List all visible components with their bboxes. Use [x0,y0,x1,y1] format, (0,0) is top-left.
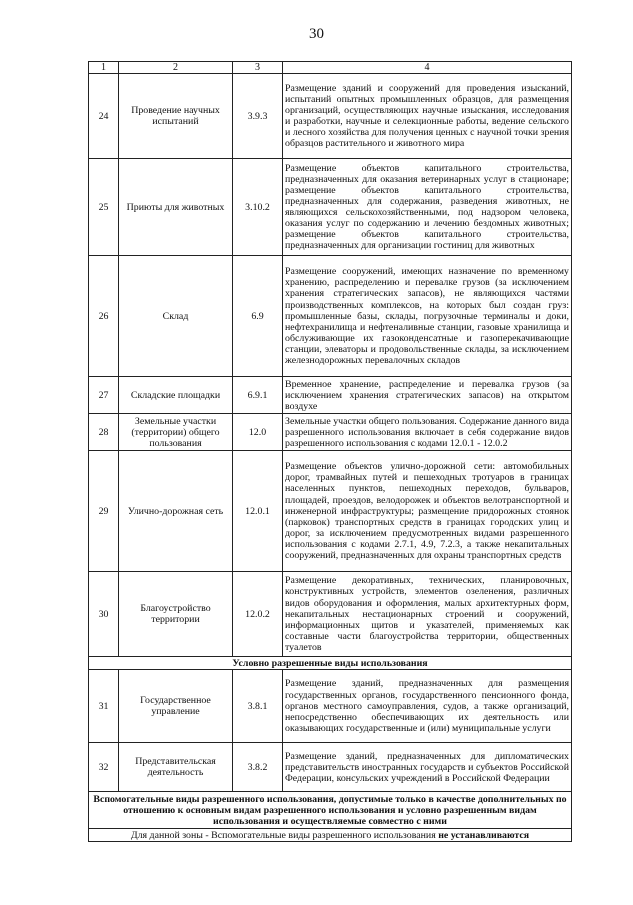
table-row [89,377,572,414]
use-type-description: Размещение объектов капитального строительства, предназначенных для оказания ветеринарных услуг в стационаре; размещение объектов капитального строительства, предназначенных для содержания, разведения животных, не являющихся сельскохозяйственными, под надзором человека, оказания услуг по содержанию и лечению бездомных животных; размещение объектов капитального строительства, предназначенных для организации гостиниц для животных [283,159,572,256]
row-number: 30 [89,572,119,657]
land-use-table [88,61,572,842]
use-type-code: 12.0.1 [233,451,283,572]
use-type-name: Улично-дорожная сеть [119,451,233,572]
table-row [89,256,572,377]
use-type-description: Размещение декоративных, технических, планировочных, конструктивных устройств, элементов озеленения, различных видов оборудования и оформления, малых архитектурных форм, некапитальных нестационарных строений и сооружений, информационных щитов и указателей, применяемых как составные части благоустройства территории, общественных туалетов [283,572,572,657]
table-row [89,159,572,256]
use-type-code: 3.8.1 [233,670,283,743]
use-type-name: Приюты для животных [119,159,233,256]
use-type-description: Размещение сооружений, имеющих назначение по временному хранению, распределению и перевалке грузов (за исключением хранения стратегических запасов), не являющихся частями производственных комплексов, на которых был создан груз: промышленные базы, склады, погрузочные терминалы и доки, нефтехранилища и нефтеналивные станции, газовые хранилища и обслуживающие их газоконденсатные и газоперекачивающие станции, элеваторы и продовольственные склады, за исключением железнодорожных перевалочных складов [283,256,572,377]
use-type-code: 6.9 [233,256,283,377]
row-number: 28 [89,414,119,451]
use-type-code: 12.0.2 [233,572,283,657]
table-row [89,414,572,451]
section-heading-row [89,657,572,670]
table-row [89,743,572,792]
header-col-1: 1 [89,62,119,74]
row-number: 31 [89,670,119,743]
header-col-4: 4 [283,62,572,74]
use-type-name: Склад [119,256,233,377]
row-number: 27 [89,377,119,414]
use-type-description: Земельные участки общего пользования. Содержание данного вида разрешенного использования включает в себя содержание видов разрешенного использования с кодами 12.0.1 - 12.0.2 [283,414,572,451]
row-number: 26 [89,256,119,377]
use-type-description: Размещение зданий, предназначенных для размещения государственных органов, государственного пенсионного фонда, органов местного самоуправления, судов, а также организаций, непосредственно обеспечивающих их деятельность или оказывающих государственные и (или) муниципальные услуги [283,670,572,743]
table-row [89,74,572,159]
table-row [89,572,572,657]
use-type-name: Благоустройство территории [119,572,233,657]
footer-note-emphasis: не устанавливаются [438,829,530,841]
row-number: 24 [89,74,119,159]
table-header-row [89,62,572,74]
use-type-description: Временное хранение, распределение и перевалка грузов (за исключением хранения стратегических запасов) на открытом воздухе [283,377,572,414]
use-type-description: Размещение зданий, предназначенных для дипломатических представительств иностранных государств и субъектов Российской Федерации, консульских учреждений в Российской Федерации [283,743,572,792]
use-type-name: Земельные участки (территории) общего пользования [119,414,233,451]
use-type-code: 3.9.3 [233,74,283,159]
use-type-description: Размещение зданий и сооружений для проведения изысканий, испытаний опытных промышленных образцов, для размещения организаций, осуществляющих научные изыскания, исследования и разработки, научные и селекционные работы, ведение сельского и лесного хозяйства для получения ценных с научной точки зрения образцов растительного и животного мира [283,74,572,159]
use-type-code: 3.10.2 [233,159,283,256]
header-col-2: 2 [119,62,233,74]
section-heading-auxiliary: Вспомогательные виды разрешенного использования, допустимые только в качестве дополнительных по отношению к основным видам разрешенного использования и условно разрешенным видам использования и осуществляемые совместно с ними [89,792,572,829]
page-number: 30 [309,26,324,42]
footer-note [89,829,572,842]
use-type-name: Проведение научных испытаний [119,74,233,159]
table-row [89,670,572,743]
section-heading-conditional: Условно разрешенные виды использования [89,657,572,670]
auxiliary-heading-row [89,792,572,829]
row-number: 29 [89,451,119,572]
row-number: 25 [89,159,119,256]
use-type-name: Представительская деятельность [119,743,233,792]
header-col-3: 3 [233,62,283,74]
use-type-description: Размещение объектов улично-дорожной сети: автомобильных дорог, трамвайных путей и пешеходных тротуаров в границах населенных пунктов, пешеходных переходов, бульваров, площадей, проездов, велодорожек и объектов велотранспортной и инженерной инфраструктуры; размещение придорожных стоянок (парковок) транспортных средств в границах городских улиц и дорог, за исключением предусмотренных видами разрешенного использования с кодами 2.7.1, 4.9, 7.2.3, а также некапитальных сооружений, предназначенных для охраны транспортных средств [283,451,572,572]
use-type-code: 3.8.2 [233,743,283,792]
use-type-name: Государственное управление [119,670,233,743]
row-number: 32 [89,743,119,792]
footer-note-row [89,829,572,842]
footer-note-text: Для данной зоны - Вспомогательные виды разрешенного использования [130,829,439,841]
table-row [89,451,572,572]
use-type-code: 12.0 [233,414,283,451]
use-type-name: Складские площадки [119,377,233,414]
use-type-code: 6.9.1 [233,377,283,414]
